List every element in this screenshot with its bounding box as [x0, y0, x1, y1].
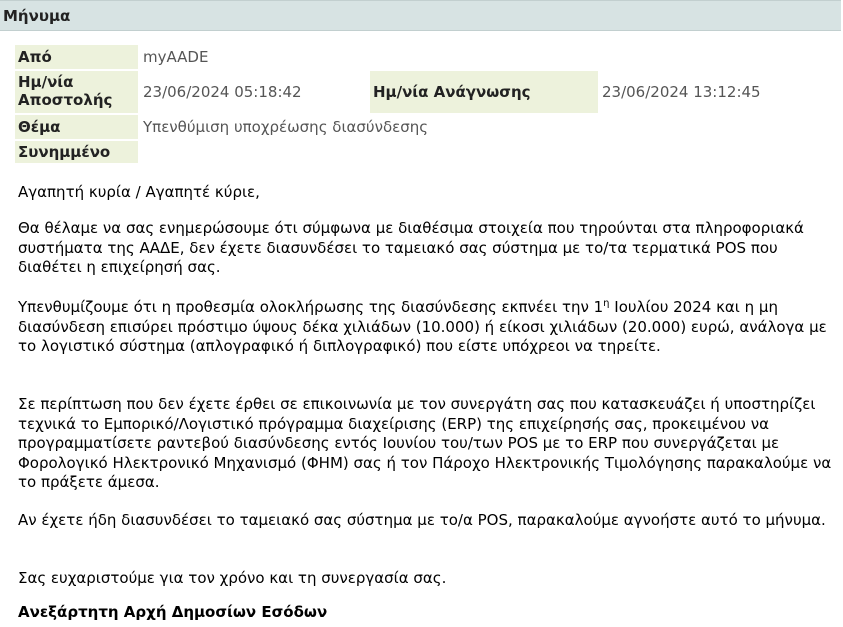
from-label: Από — [15, 45, 138, 69]
paragraph-1: Θα θέλαμε να σας ενημερώσουμε ότι σύμφωνα με διαθέσιμα στοιχεία που τηρούνται στα πληροφοριακά συστήματα της ΑΑΔΕ, δεν έχετε διασυνδέσει το ταμειακό σας σύστημα με το/τα τερματικά POS που διαθέτει η επιχείρησή σας. — [18, 219, 804, 276]
subject-label: Θέμα — [15, 115, 138, 139]
paragraph-5: Σας ευχαριστούμε για τον χρόνο και τη συνεργασία σας. — [18, 569, 447, 587]
attachment-label: Συνημμένο — [15, 141, 138, 163]
paragraph-2: Υπενθυμίζουμε ότι η προθεσμία ολοκλήρωσης της διασύνδεσης εκπνέει την $1^\eta$ Ιουλίου 2024 και η μη διασύνδεση επισύρει πρόστιμο ύψους δέκα χιλιάδων (10.000) ή είκοσι χιλιάδων (20.000) ευρώ, ανάλογα με το λογιστικό σύστημα (απλογραφικό ή διπλογραφικό) που είστε υπόχρεοι να τηρείτε. — [18, 298, 827, 355]
subject-value: Υπενθύμιση υποχρέωσης διασύνδεσης — [143, 118, 429, 136]
paragraph-3: Σε περίπτωση που δεν έχετε έρθει σε επικοινωνία με τον συνεργάτη σας που κατασκευάζει ή υποστηρίζει τεχνικά το Εμπορικό/Λογιστικό πρόγραμμα διαχείρισης (ERP) της επιχείρησής σας, προκειμένου να προγραμματίσετε ραντεβού διασύνδεσης εντός Ιουνίου του/των POS με το ERP που συνεργάζεται με Φορολογικό Ηλεκτρονικό Μηχανισμό (ΦΗΜ) σας ή τον Πάροχο Ηλεκτρονικής Τιμολόγησης παρακαλούμε να το πράξετε άμεσα. — [18, 395, 832, 491]
greeting: Αγαπητή κυρία / Αγαπητέ κύριε, — [18, 183, 260, 201]
read-date-value: 23/06/2024 13:12:45 — [602, 83, 761, 101]
paragraph-4: Αν έχετε ήδη διασυνδέσει το ταμειακό σας σύστημα με το/α POS, παρακαλούμε αγνοήστε αυτό το μήνυμα. — [18, 511, 826, 529]
from-value: myAADE — [143, 48, 209, 66]
ordinal-superscript: η — [603, 298, 610, 309]
sent-date-value: 23/06/2024 05:18:42 — [143, 83, 302, 101]
sent-date-label: Ημ/νία Αποστολής — [15, 71, 138, 113]
signature: Ανεξάρτητη Αρχή Δημοσίων Εσόδων — [18, 603, 328, 621]
page-title: Μήνυμα — [3, 7, 71, 25]
message-title-bar — [0, 0, 841, 31]
read-date-label: Ημ/νία Ανάγνωσης — [370, 71, 598, 113]
